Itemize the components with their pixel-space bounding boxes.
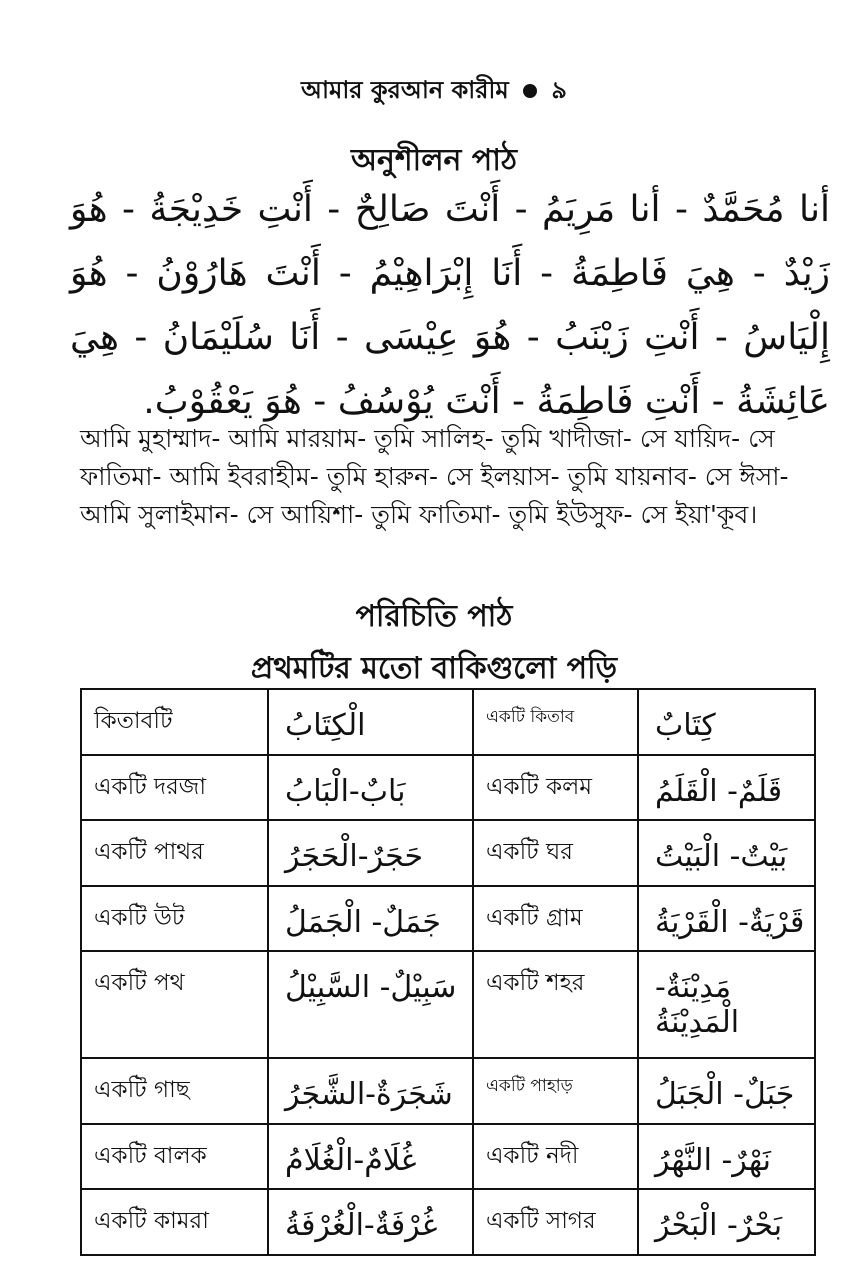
arabic-word-cell: غُرْفَةٌ-الْغُرْفَةُ bbox=[268, 1189, 473, 1255]
page-number: ৯ bbox=[551, 76, 567, 104]
book-title: আমার কুরআন কারীম bbox=[301, 76, 509, 104]
bangla-word-cell: একটি দরজা bbox=[81, 755, 268, 821]
table-row bbox=[81, 1189, 815, 1255]
exercise-arabic-text: أنا مُحَمَّدٌ - أنا مَرِيَمُ - أَنْتَ صَالِحٌ - أَنْتِ خَدِيْجَةُ - هُوَ زَيْدٌ - هِيَ فَاطِمَةُ - أَنَا إِبْرَاهِيْمُ - أَنْتَ هَارُوْنُ - هُوَ إِلْيَاسُ - أَنْتِ زَيْنَبُ - هُوَ عِيْسَى - أَنَا سُلَيْمَانُ - هِيَ عَائِشَةُ - أَنْتِ فَاطِمَةُ - أَنْتَ يُوْسُفُ - هُوَ يَعْقُوْبُ. bbox=[70, 189, 830, 422]
table-row bbox=[81, 755, 815, 821]
table-row bbox=[81, 820, 815, 886]
bangla-word-cell: একটি কামরা bbox=[81, 1189, 268, 1255]
bangla-word-cell: একটি কিতাব bbox=[473, 689, 638, 755]
table-row bbox=[81, 886, 815, 952]
bangla-word-cell: একটি পাহাড় bbox=[473, 1058, 638, 1124]
bangla-word-cell: একটি গাছ bbox=[81, 1058, 268, 1124]
bangla-word-cell: একটি নদী bbox=[473, 1124, 638, 1190]
arabic-word-cell: قَلَمٌ- الْقَلَمُ bbox=[638, 755, 815, 821]
table-row bbox=[81, 1058, 815, 1124]
bangla-word-cell: একটি বালক bbox=[81, 1124, 268, 1190]
arabic-word-cell: بَيْتٌ- الْبَيْتُ bbox=[638, 820, 815, 886]
bangla-word-cell: একটি গ্রাম bbox=[473, 886, 638, 952]
bangla-word-cell: একটি সাগর bbox=[473, 1189, 638, 1255]
bangla-word-cell: একটি পাথর bbox=[81, 820, 268, 886]
arabic-word-cell: حَجَرٌ-الْحَجَرُ bbox=[268, 820, 473, 886]
bangla-word-cell: কিতাবটি bbox=[81, 689, 268, 755]
arabic-word-cell: بَابٌ-الْبَابُ bbox=[268, 755, 473, 821]
arabic-word-cell: مَدِيْنَةٌ- الْمَدِيْنَةُ bbox=[638, 951, 815, 1058]
bangla-word-cell: একটি উট bbox=[81, 886, 268, 952]
introduction-subtitle: প্রথমটির মতো বাকিগুলো পড়ি bbox=[250, 651, 618, 686]
bangla-word-cell: একটি শহর bbox=[473, 951, 638, 1058]
arabic-word-cell: قَرْيَةٌ- الْقَرْيَةُ bbox=[638, 886, 815, 952]
introduction-title: পরিচিতি পাঠ bbox=[355, 599, 513, 634]
exercise-bangla-translation: আমি মুহাম্মাদ- আমি মারয়াম- তুমি সালিহ- তুমি খাদীজা- সে যায়িদ- সে ফাতিমা- আমি ইবরাহীম- তুমি হারুন- সে ইলয়াস- তুমি যায়নাব- সে ঈসা- আমি সুলাইমান- সে আয়িশা- তুমি ফাতিমা- তুমি ইউসুফ- সে ইয়া'কূব। bbox=[80, 424, 789, 529]
bangla-word-cell: একটি কলম bbox=[473, 755, 638, 821]
arabic-word-cell: الْكِتَابُ bbox=[268, 689, 473, 755]
arabic-word-cell: غُلَامٌ-الْغُلَامُ bbox=[268, 1124, 473, 1190]
bangla-word-cell: একটি ঘর bbox=[473, 820, 638, 886]
bangla-word-cell: একটি পথ bbox=[81, 951, 268, 1058]
arabic-word-cell: جَمَلٌ- الْجَمَلُ bbox=[268, 886, 473, 952]
arabic-word-cell: سَبِيْلٌ- السَّبِيْلُ bbox=[268, 951, 473, 1058]
table-row bbox=[81, 951, 815, 1058]
exercise-title: অনুশীলন পাঠ bbox=[350, 143, 518, 178]
table-row bbox=[81, 1124, 815, 1190]
bullet-dot-icon bbox=[523, 84, 537, 98]
arabic-word-cell: نَهْرٌ- النَّهْرُ bbox=[638, 1124, 815, 1190]
arabic-word-cell: شَجَرَةٌ-الشَّجَرُ bbox=[268, 1058, 473, 1124]
vocabulary-table bbox=[80, 688, 816, 1256]
arabic-word-cell: بَحْرٌ- الْبَحْرُ bbox=[638, 1189, 815, 1255]
table-row bbox=[81, 689, 815, 755]
arabic-word-cell: جَبَلٌ- الْجَبَلُ bbox=[638, 1058, 815, 1124]
arabic-word-cell: كِتَابٌ bbox=[638, 689, 815, 755]
page-header bbox=[0, 72, 868, 112]
